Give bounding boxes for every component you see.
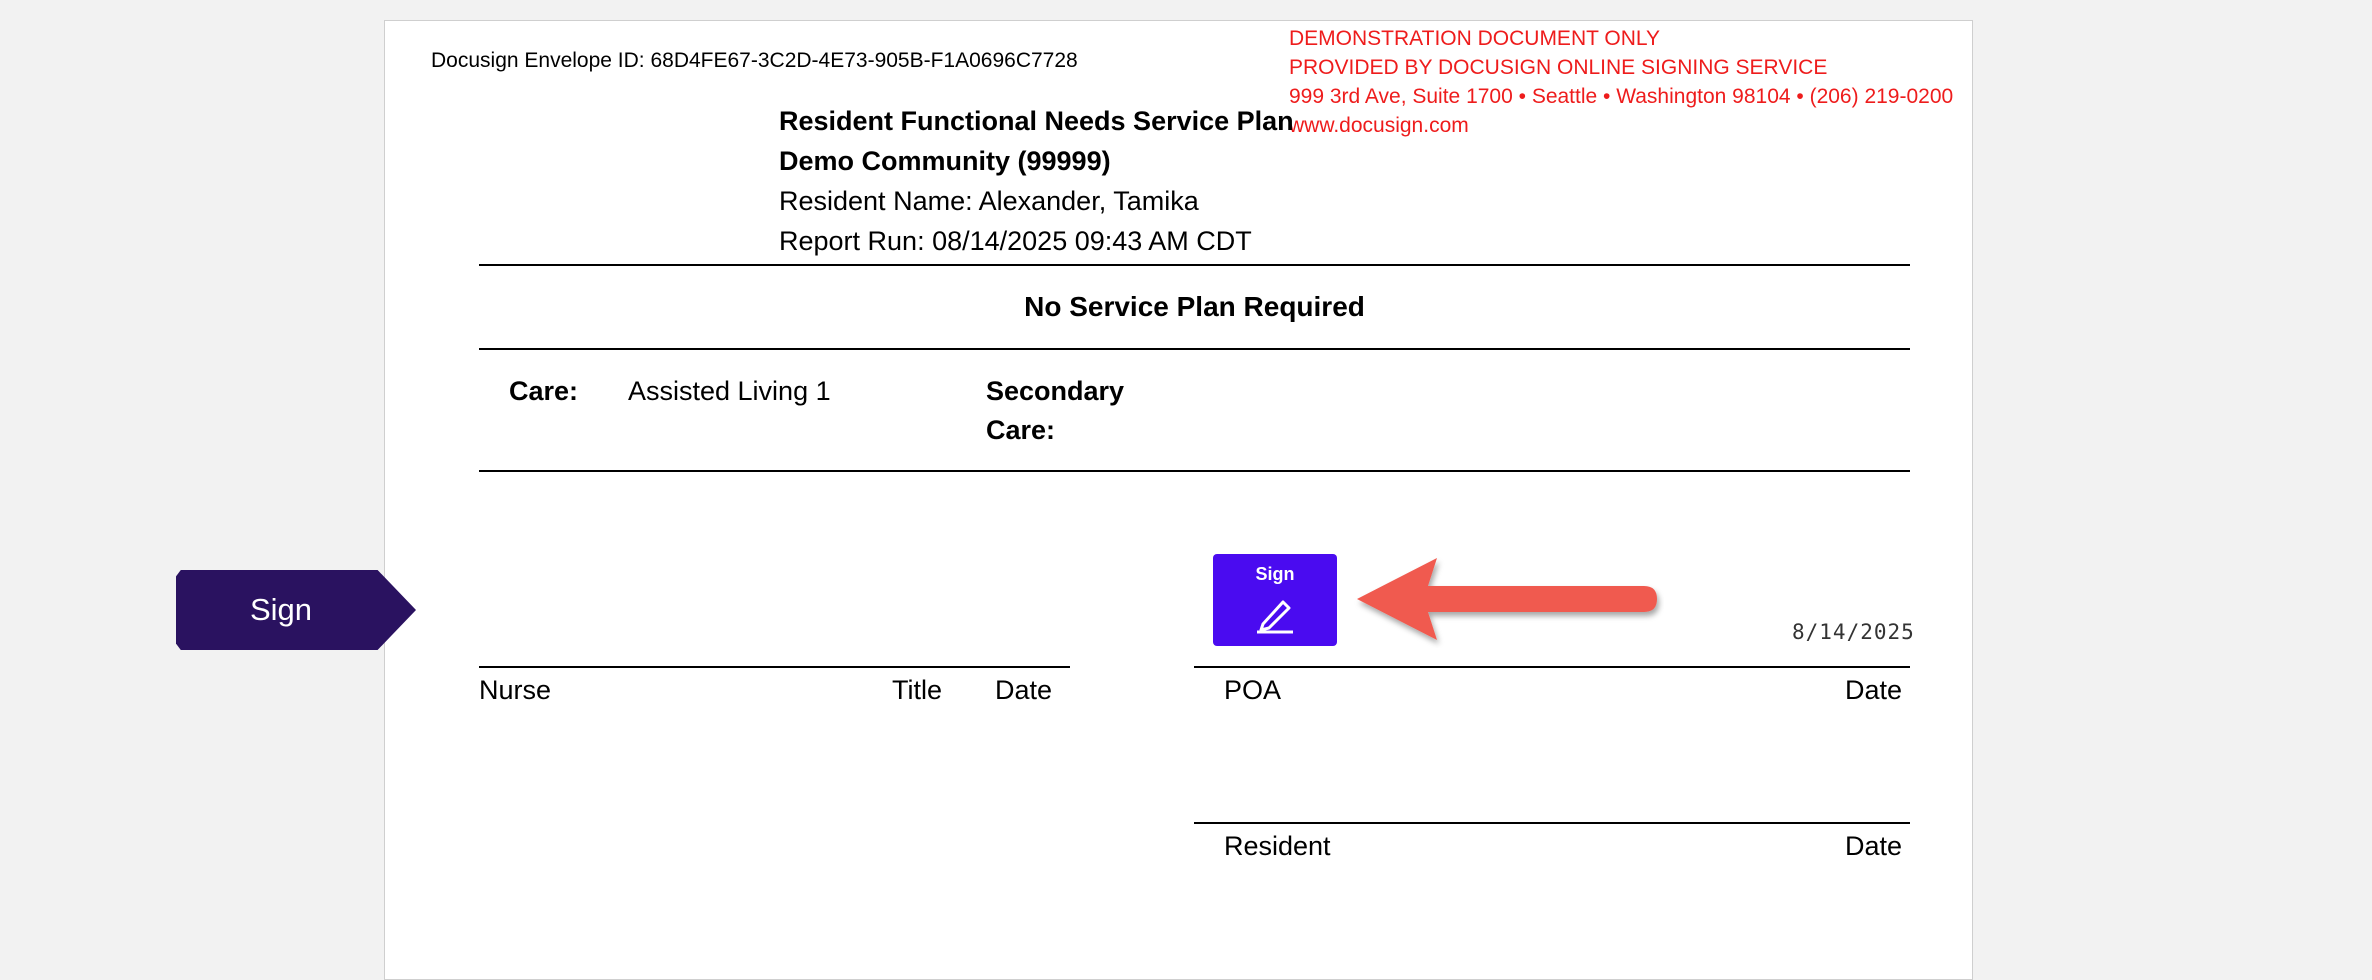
arrow-left-icon [1352, 548, 1664, 648]
demo-notice-line2: PROVIDED BY DOCUSIGN ONLINE SIGNING SERVICE [1289, 56, 1828, 79]
document-page [384, 20, 1973, 980]
envelope-id: Docusign Envelope ID: 68D4FE67-3C2D-4E73-905B-F1A0696C7728 [431, 49, 1078, 72]
demo-notice-line4: www.docusign.com [1289, 114, 1469, 137]
poa-signature-line [1194, 666, 1910, 668]
pen-icon [1253, 594, 1297, 634]
resident-label: Resident [1224, 831, 1331, 861]
plan-status: No Service Plan Required [1024, 291, 1365, 322]
secondary-care-label: Care: [986, 415, 1056, 445]
resident-signature-line [1194, 822, 1910, 824]
poa-label: POA [1224, 675, 1282, 705]
resident-name: Resident Name: Alexander, Tamika [779, 186, 1199, 216]
divider [479, 470, 1910, 472]
report-title: Resident Functional Needs Service Plan [779, 106, 1294, 136]
sign-here-field[interactable] [1213, 554, 1337, 646]
poa-date-label: Date [1845, 675, 1903, 705]
care-value: Assisted Living 1 [628, 376, 831, 406]
demo-notice-line1: DEMONSTRATION DOCUMENT ONLY [1289, 27, 1661, 50]
demo-notice-line3: 999 3rd Ave, Suite 1700 • Seattle • Washington 98104 • (206) 219-0200 [1289, 85, 1954, 108]
community-name: Demo Community (99999) [779, 146, 1111, 176]
date-label: Date [995, 675, 1053, 705]
resident-date-label: Date [1845, 831, 1903, 861]
divider [479, 348, 1910, 350]
report-run: Report Run: 08/14/2025 09:43 AM CDT [779, 226, 1252, 256]
demo-notice [1289, 24, 1953, 140]
nurse-label: Nurse [479, 675, 552, 705]
signed-date: 8/14/2025 [1792, 620, 1915, 644]
sign-navigation-tag[interactable] [176, 570, 416, 650]
care-label: Care: [509, 376, 579, 406]
secondary-care-label: Secondary [986, 376, 1125, 406]
sign-tag-label: Sign [249, 592, 313, 627]
sign-field-label: Sign [1255, 564, 1295, 584]
divider [479, 264, 1910, 266]
title-label: Title [892, 675, 943, 705]
nurse-signature-line [479, 666, 1070, 668]
